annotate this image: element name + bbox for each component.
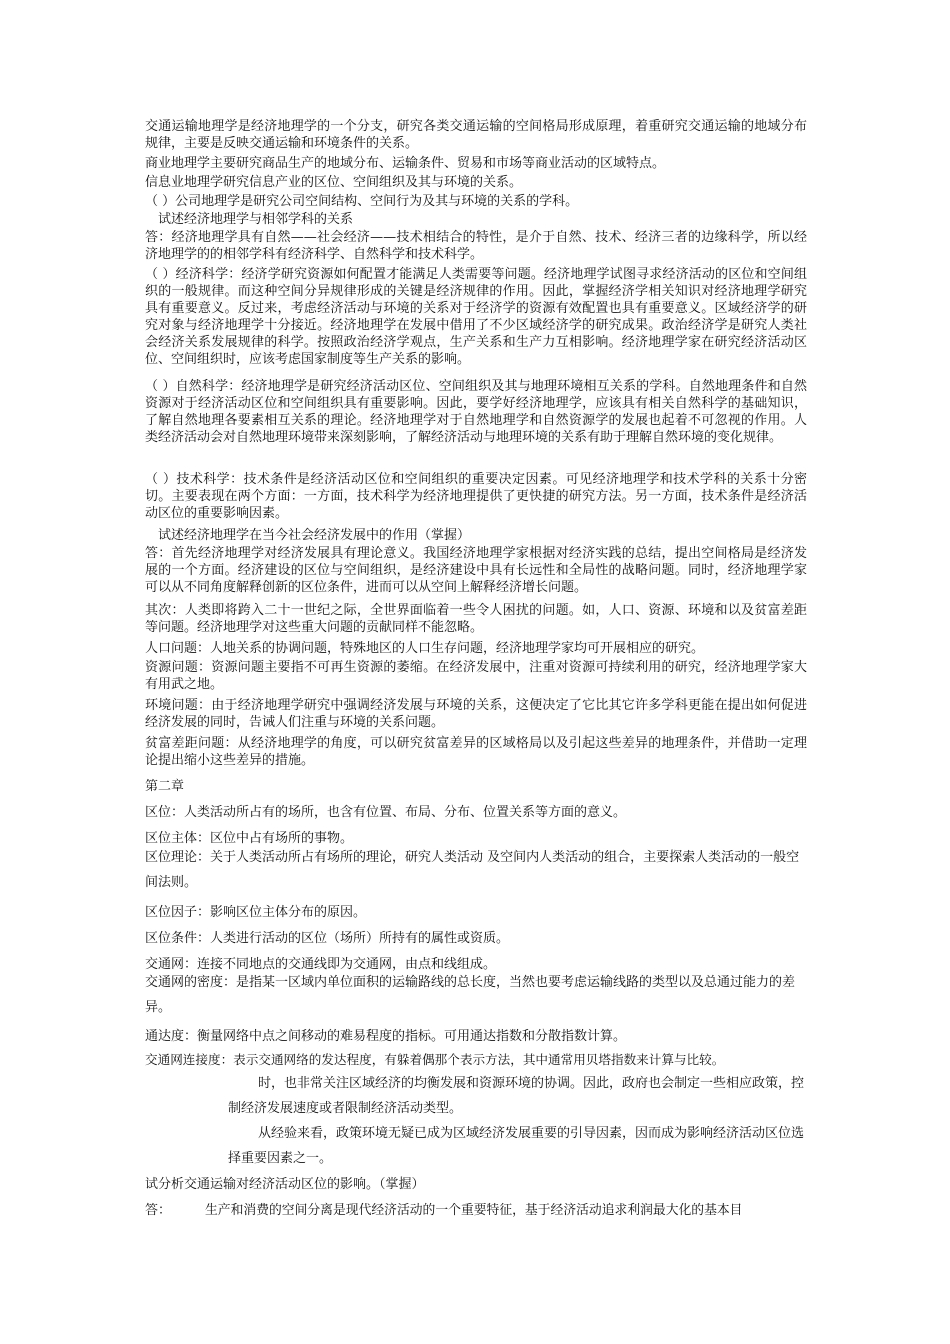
paragraph-commerce-geography: 商业地理学主要研究商品生产的地域分布、运输条件、贸易和市场等商业活动的区域特点。 [145, 156, 666, 171]
answer-intro: 答：经济地理学具有自然——社会经济——技术相结合的特性，是介于自然、技术、经济三者的边缘科学，所以经济地理学的的相邻学科有经济科学、自然科学和技术科学。 [145, 230, 807, 262]
definition-location-factor: 区位因子：影响区位主体分布的原因。 [145, 905, 367, 920]
fragment-policy-control: 时，也非常关注区域经济的均衡发展和资源环境的协调。因此，政府也会制定一些相应政策，控制经济发展速度或者限制经济活动类型。 [228, 1076, 805, 1116]
answer-environment-issue: 环境问题：由于经济地理学研究中强调经济发展与环境的关系，这便决定了它比其它许多学科更能在提出如何促进经济发展的同时，告诫人们注重与环境的关系问题。 [145, 698, 807, 730]
paragraph-information-geography: 信息业地理学研究信息产业的区位、空间组织及其与环境的关系。 [145, 175, 523, 190]
answer-transport-impact: 生产和消费的空间分离是现代经济活动的一个重要特征，基于经济活动追求利润最大化的基本目 [205, 1203, 743, 1218]
answer-resource-issue: 资源问题：资源问题主要指不可再生资源的萎缩。在经济发展中，注重对资源可持续利用的研究，经济地理学家大有用武之地。 [145, 660, 807, 692]
paragraph-transport-geography: 交通运输地理学是经济地理学的一个分支，研究各类交通运输的空间格局形成原理，着重研究交通运输的地域分布规律，主要是反映交通运输和环境条件的关系。 [145, 119, 807, 151]
question-role-of-geography: 试述经济地理学在当今社会经济发展中的作用（掌握） [158, 528, 471, 543]
question-transport-impact: 试分析交通运输对经济活动区位的影响。（掌握） [145, 1177, 425, 1192]
definition-transport-network: 交通网：连接不同地点的交通线即为交通网，由点和线组成。 [145, 957, 497, 972]
answer-global-issues: 其次：人类即将跨入二十一世纪之际，全世界面临着一些令人困扰的问题。如，人口、资源、环境和以及贫富差距等问题。经济地理学对这些重大问题的贡献同样不能忽略。 [145, 603, 807, 635]
answer-theory-significance: 答：首先经济地理学对经济发展具有理论意义。我国经济地理学家根据对经济实践的总结，提出空间格局是经济发展的一个方面。经济建设的区位与空间组织，是经济建设中具有长远性和全局性的战略问题。同时，经济地理学家可以从不同角度解释创新的区位条件，进而可以从空间上解释经济增长问题。 [145, 546, 807, 595]
paragraph-company-geography: （ ）公司地理学是研究公司空间结构、空间行为及其与环境的关系的学科。 [145, 194, 579, 209]
definition-location-subject: 区位主体：区位中占有场所的事物。 [145, 831, 354, 846]
chapter-heading: 第二章 [145, 779, 185, 794]
answer-economic-science: （ ）经济科学：经济学研究资源如何配置才能满足人类需要等问题。经济地理学试图寻求经济活动的区位和空间组织的一般规律。而这种空间分异规律形成的关键是经济规律的作用。因此，掌握经济学相关知识对经济地理学研究具有重要意义。反过来，考虑经济活动与环境的关系对于经济学的资源有效配置也具有重要意义。区域经济学的研究对象与经济地理学十分接近。经济地理学在发展中借用了不少区域经济学的研究成果。政治经济学是研究人类社会经济关系发展规律的科学。按照政治经济学观点，生产关系和生产力互相影响。经济地理学家在研究经济活动区位、空间组织时，应该考虑国家制度等生产关系的影响。 [145, 267, 807, 367]
definition-location: 区位：人类活动所占有的场所，也含有位置、布局、分布、位置关系等方面的意义。 [145, 805, 627, 820]
definition-network-density: 交通网的密度：是指某一区域内单位面积的运输路线的总长度，当然也要考虑运输线路的类型以及总通过能力的差异。 [145, 975, 796, 1015]
definition-network-connectivity: 交通网连接度：表示交通网络的发达程度，有躲着偶那个表示方法，其中通常用贝塔指数来计算与比较。 [145, 1052, 725, 1067]
answer-label: 答： [145, 1203, 172, 1218]
fragment-policy-environment: 从经验来看，政策环境无疑已成为区域经济发展重要的引导因素，因而成为影响经济活动区位选择重要因素之一。 [228, 1126, 805, 1166]
answer-population-issue: 人口问题：人地关系的协调问题，特殊地区的人口生存问题，经济地理学家均可开展相应的研究。 [145, 641, 705, 656]
answer-wealth-gap-issue: 贫富差距问题：从经济地理学的角度，可以研究贫富差异的区域格局以及引起这些差异的地理条件，并借助一定理论提出缩小这些差异的措施。 [145, 736, 807, 768]
answer-technical-science: （ ）技术科学：技术条件是经济活动区位和空间组织的重要决定因素。可见经济地理学和技术学科的关系十分密切。主要表现在两个方面：一方面，技术科学为经济地理提供了更快捷的研究方法。另一方面，技术条件是经济活动区位的重要影响因素。 [145, 472, 807, 521]
definition-location-theory: 区位理论：关于人类活动所占有场所的理论，研究人类活动 及空间内人类活动的组合，主要探索人类活动的一般空间法则。 [145, 850, 800, 890]
question-related-disciplines: 试述经济地理学与相邻学科的关系 [158, 212, 354, 227]
definition-location-condition: 区位条件：人类进行活动的区位（场所）所持有的属性或资质。 [145, 931, 510, 946]
answer-natural-science: （ ）自然科学：经济地理学是研究经济活动区位、空间组织及其与地理环境相互关系的学科。自然地理条件和自然资源对于经济活动区位和空间组织具有重要影响。因此，要学好经济地理学，应该具有相关自然科学的基础知识，了解自然地理各要素相互关系的理论。经济地理学对于自然地理学和自然资源学的发展也起着不可忽视的作用。人类经济活动会对自然地理环境带来深刻影响，了解经济活动与地理环境的关系有助于理解自然环境的变化规律。 [145, 379, 807, 445]
definition-accessibility: 通达度：衡量网络中点之间移动的难易程度的指标。可用通达指数和分散指数计算。 [145, 1029, 627, 1044]
